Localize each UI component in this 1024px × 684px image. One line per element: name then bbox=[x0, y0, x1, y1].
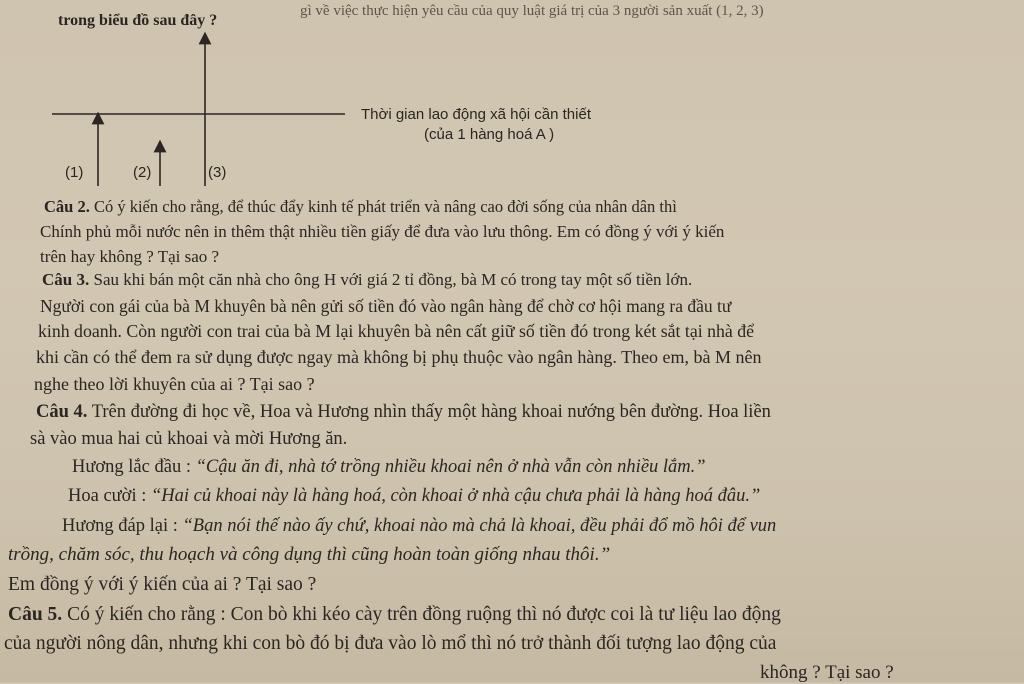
q4-line3-prefix: Hương lắc đầu : bbox=[72, 457, 196, 477]
q5-line1 bbox=[8, 604, 781, 626]
q4-line4 bbox=[68, 485, 760, 507]
header-right: gì về việc thực hiện yêu cầu của quy luật giá trị của 3 người sản xuất (1, 2, 3) bbox=[300, 3, 764, 19]
diagram-label-line2: (của 1 hàng hoá A ) bbox=[424, 126, 555, 143]
q4-line3-quote: “Cậu ăn đi, nhà tớ trồng nhiều khoai nên ở nhà vẫn còn nhiều lắm.” bbox=[195, 457, 706, 477]
header-left: trong biểu đồ sau đây ? bbox=[58, 12, 218, 29]
q5-line2: của người nông dân, nhưng khi con bò đó bị đưa vào lò mổ thì nó trở thành đối tượng lao động của bbox=[4, 633, 777, 654]
q4-line1 bbox=[36, 401, 771, 423]
q3-line3: kinh doanh. Còn người con trai của bà M lại khuyên bà nên cất giữ số tiền đó trong két sắt tại nhà để bbox=[38, 321, 755, 341]
q3-line1 bbox=[42, 269, 692, 291]
q3-line4: khi cần có thể đem ra sử dụng được ngay mà không bị phụ thuộc vào ngân hàng. Theo em, bà M nên bbox=[36, 347, 762, 367]
q4-line4-quote: “Hai củ khoai này là hàng hoá, còn khoai ở nhà cậu chưa phải là hàng hoá đâu.” bbox=[151, 486, 761, 506]
q2-number: Câu 2. bbox=[44, 197, 90, 216]
q3-line5: nghe theo lời khuyên của ai ? Tại sao ? bbox=[34, 374, 315, 394]
producer-1-label: (1) bbox=[65, 164, 84, 181]
q4-line7: Em đồng ý với ý kiến của ai ? Tại sao ? bbox=[8, 574, 317, 595]
diagram-label-line1: Thời gian lao động xã hội cần thiết bbox=[361, 106, 591, 123]
q4-line5-prefix: Hương đáp lại : bbox=[62, 516, 183, 536]
q2-line2: Chính phủ mỗi nước nên in thêm thật nhiều tiền giấy để đưa vào lưu thông. Em có đồng ý với ý kiến bbox=[40, 222, 725, 241]
q4-line6: trồng, chăm sóc, thu hoạch và công dụng thì cũng hoàn toàn giống nhau thôi.” bbox=[8, 544, 611, 565]
q4-line3 bbox=[72, 456, 706, 478]
q4-line5-quote: “Bạn nói thế nào ấy chứ, khoai nào mà chả là khoai, đều phải đổ mồ hôi để vun bbox=[182, 516, 777, 536]
q4-line4-prefix: Hoa cười : bbox=[68, 486, 151, 506]
q3-number: Câu 3. bbox=[42, 270, 90, 289]
q5-number: Câu 5. bbox=[8, 604, 63, 625]
producer-3-label: (3) bbox=[208, 164, 227, 181]
producer-2-label: (2) bbox=[133, 164, 152, 181]
q5-line3-tail: không ? Tại sao ? bbox=[760, 662, 894, 683]
q2-line3: trên hay không ? Tại sao ? bbox=[40, 247, 220, 266]
q4-line2: sà vào mua hai củ khoai và mời Hương ăn. bbox=[30, 429, 348, 449]
value-diagram bbox=[0, 0, 1024, 200]
q3-line2: Người con gái của bà M khuyên bà nên gửi số tiền đó vào ngân hàng để chờ cơ hội mang ra đầu tư bbox=[40, 296, 732, 316]
q2-text1: Có ý kiến cho rằng, để thúc đẩy kinh tế phát triển và nâng cao đời sống của nhân dân thì bbox=[93, 197, 677, 216]
q5-text1: Có ý kiến cho rằng : Con bò khi kéo cày trên đồng ruộng thì nó được coi là tư liệu lao động bbox=[67, 604, 781, 625]
q3-text1: Sau khi bán một căn nhà cho ông H với giá 2 tỉ đồng, bà M có trong tay một số tiền lớn. bbox=[93, 270, 693, 289]
q4-line5 bbox=[62, 515, 776, 537]
q4-number: Câu 4. bbox=[36, 402, 88, 422]
q2-line1 bbox=[44, 196, 677, 218]
q4-text1: Trên đường đi học về, Hoa và Hương nhìn thấy một hàng khoai nướng bên đường. Hoa liền bbox=[91, 402, 771, 422]
